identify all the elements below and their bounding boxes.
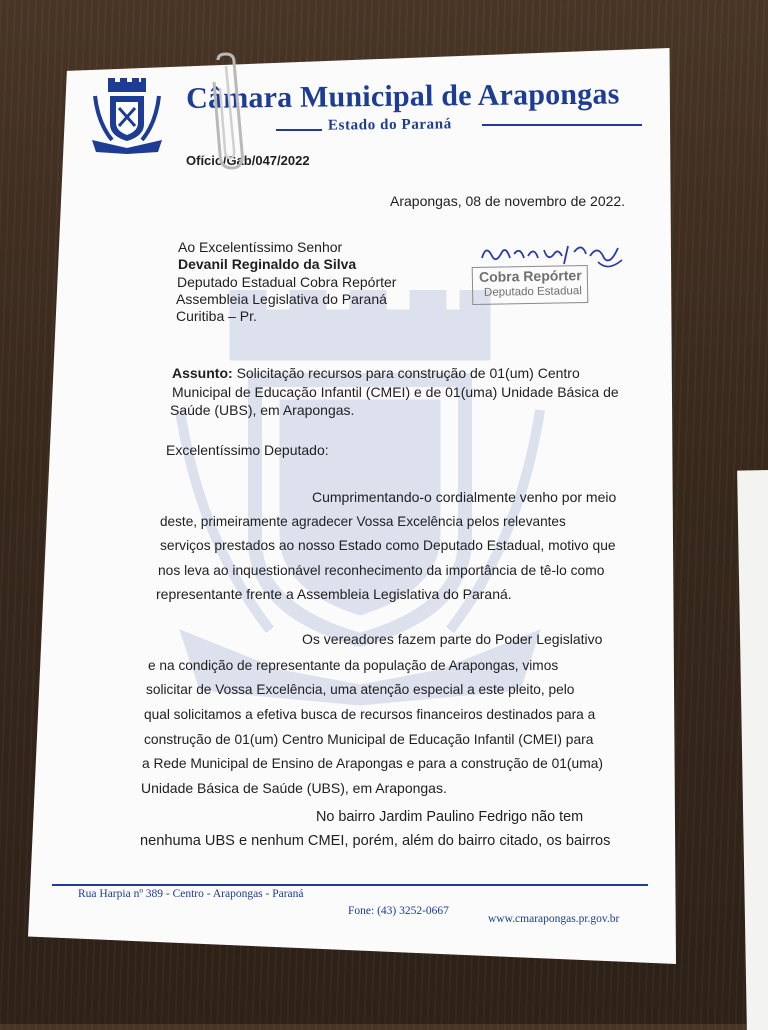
header-rule-right	[482, 124, 642, 126]
date-line: Arapongas, 08 de novembro de 2022.	[390, 193, 626, 209]
subject-label: Assunto:	[172, 365, 233, 381]
municipal-coat-of-arms-icon	[90, 78, 164, 154]
header-rule-left	[276, 129, 322, 131]
subject-line-3: Saúde (UBS), em Arapongas.	[170, 402, 355, 418]
footer-website: www.cmarapongas.pr.gov.br	[488, 913, 620, 925]
p2-line-3: solicitar de Vossa Excelência, uma atenção especial a este pleito, pelo	[146, 682, 575, 697]
p2-line-2: e na condição de representante da população de Arapongas, vimos	[148, 658, 559, 673]
recipient-salutation: Ao Excelentíssimo Senhor	[178, 239, 343, 255]
council-title: Câmara Municipal de Arapongas	[186, 77, 620, 115]
recipient-name: Devanil Reginaldo da Silva	[178, 256, 357, 272]
greeting: Excelentíssimo Deputado:	[166, 442, 329, 458]
p2-line-4: qual solicitamos a efetiva busca de recursos financeiros destinados para a	[144, 707, 596, 722]
p1-line-5: representante frente a Assembleia Legislativa do Paraná.	[156, 586, 512, 602]
p3-line-2: nenhuma UBS e nenhum CMEI, porém, além do bairro citado, os bairros	[140, 833, 611, 849]
footer-address: Rua Harpia nº 389 - Centro - Arapongas - Paraná	[78, 888, 304, 900]
p3-line-1: No bairro Jardim Paulino Fedrigo não tem	[316, 809, 584, 825]
stamp-title: Deputado Estadual	[483, 285, 582, 299]
subject-text-1: Solicitação recursos para construção de 01(um) Centro	[236, 365, 580, 381]
subject-line-2: Municipal de Educação Infantil (CMEI) e de 01(uma) Unidade Básica de	[172, 384, 619, 400]
p2-line-7: Unidade Básica de Saúde (UBS), em Arapongas.	[141, 780, 447, 796]
footer-rule	[52, 884, 648, 886]
p2-line-6: a Rede Municipal de Ensino de Arapongas e para a construção de 01(uma)	[142, 756, 603, 771]
footer-phone: Fone: (43) 3252-0667	[348, 905, 449, 917]
recipient-role: Deputado Estadual Cobra Repórter	[177, 274, 397, 290]
recipient-city: Curitiba – Pr.	[176, 308, 257, 324]
recipient-institution: Assembleia Legislativa do Paraná	[176, 291, 387, 307]
document-reference: Ofício/Gab/047/2022	[186, 153, 310, 168]
subject-line-1	[172, 364, 616, 383]
state-subtitle: Estado do Paraná	[327, 116, 452, 134]
p2-line-1: Os vereadores fazem parte do Poder Legislativo	[302, 631, 603, 647]
stamp-name: Cobra Repórter	[478, 267, 582, 285]
paper-clip-icon	[204, 52, 254, 172]
p1-line-3: serviços prestados ao nosso Estado como Deputado Estadual, motivo que	[160, 538, 616, 553]
p1-line-4: nos leva ao inquestionável reconhecimento da importância de tê-lo como	[158, 563, 605, 578]
p2-line-5: construção de 01(um) Centro Municipal de Educação Infantil (CMEI) para	[144, 732, 594, 747]
p1-line-2: deste, primeiramente agradecer Vossa Excelência pelos relevantes	[160, 514, 566, 529]
p1-line-1: Cumprimentando-o cordialmente venho por meio	[312, 489, 617, 505]
